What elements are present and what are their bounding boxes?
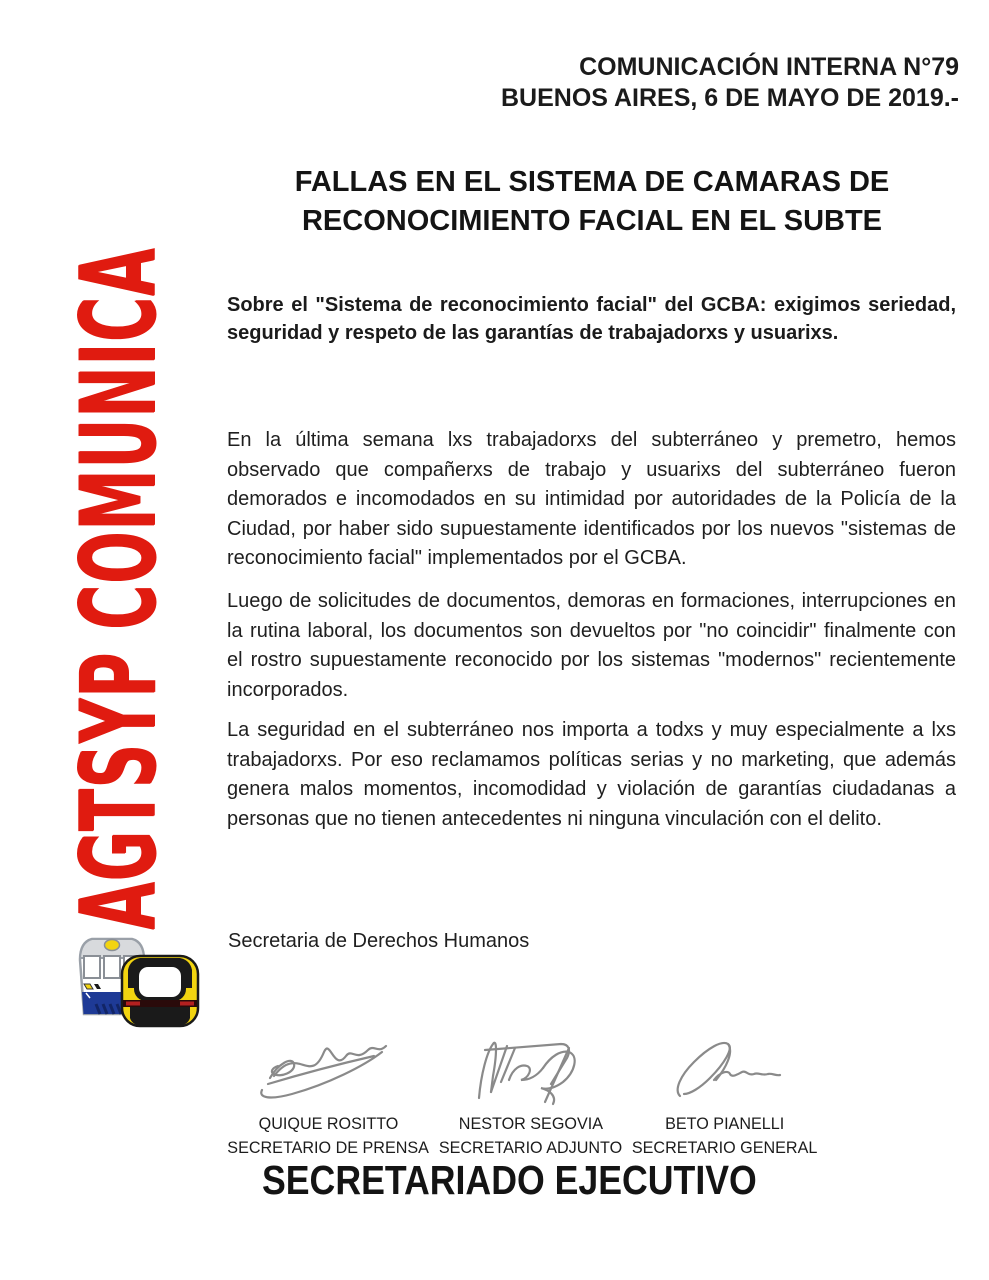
signature-role: SECRETARIO ADJUNTO <box>439 1138 623 1157</box>
signature-name: NESTOR SEGOVIA <box>458 1114 603 1133</box>
signature-block-general <box>627 1032 822 1160</box>
signature-scribble-icon <box>451 1032 611 1108</box>
agtsyp-comunica-banner <box>59 160 179 930</box>
signature-name: QUIQUE ROSITTO <box>258 1114 398 1133</box>
header-line-communication-number: COMUNICACIÓN INTERNA N°79 <box>579 53 959 81</box>
body-paragraph: Luego de solicitudes de documentos, demoras en formaciones, interrupciones en la rutina laboral, los documentos son devueltos por "no coincidir" finalmente con el rostro supuestamente reconocido por los sistemas "modernos" recientemente incorporados. <box>227 590 956 701</box>
page-title <box>227 163 957 241</box>
title-line-2: RECONOCIMIENTO FACIAL EN EL SUBTE <box>301 205 883 237</box>
signature-scribble-icon <box>248 1032 408 1108</box>
train-logo-svg <box>70 930 202 1030</box>
signature-scribble-icon <box>650 1032 800 1108</box>
modern-train-front <box>122 956 198 1026</box>
closing-line: Secretaria de Derechos Humanos <box>228 930 530 952</box>
title-line-1: FALLAS EN EL SISTEMA DE CAMARAS DE <box>294 166 890 198</box>
agtsyp-train-logo-icon <box>70 930 202 1030</box>
header-line-date: BUENOS AIRES, 6 DE MAYO DE 2019.- <box>500 84 959 112</box>
banner-text: AGTSYP COMUNICA <box>59 247 179 930</box>
signature-name: BETO PIANELLI <box>665 1114 785 1133</box>
signature-row <box>222 1032 818 1160</box>
signature-role: SECRETARIO GENERAL <box>632 1138 818 1157</box>
footer-title <box>225 1157 785 1203</box>
body-paragraph: La seguridad en el subterráneo nos importa a todxs y muy especialmente a lxs trabajadorxs. Por eso reclamamos políticas serias y no marketing, que además genera malos momentos, incomodidad y violación de garantías ciudadanas a personas que no tienen antecedentes ni ninguna vinculación con el delito. <box>227 719 956 830</box>
signature-block-prensa <box>222 1032 434 1160</box>
footer-text: SECRETARIADO EJECUTIVO <box>261 1157 757 1203</box>
body-paragraph: En la última semana lxs trabajadorxs del subterráneo y premetro, hemos observado que compañerxs de trabajo y usuarixs del subterráneo fueron demorados e incomodados en su intimidad por autoridades de la Policía de la Ciudad, por haber sido supuestamente identificados por los nuevos "sistemas de reconocimiento facial" implementados por el GCBA. <box>227 429 956 569</box>
lead-paragraph: Sobre el "Sistema de reconocimiento facial" del GCBA: exigimos seriedad, seguridad y respeto de las garantías de trabajadorxs y usuarixs. <box>227 294 956 344</box>
document-header <box>501 52 959 114</box>
signature-block-adjunto <box>434 1032 627 1160</box>
signature-role: SECRETARIO DE PRENSA <box>227 1138 429 1157</box>
